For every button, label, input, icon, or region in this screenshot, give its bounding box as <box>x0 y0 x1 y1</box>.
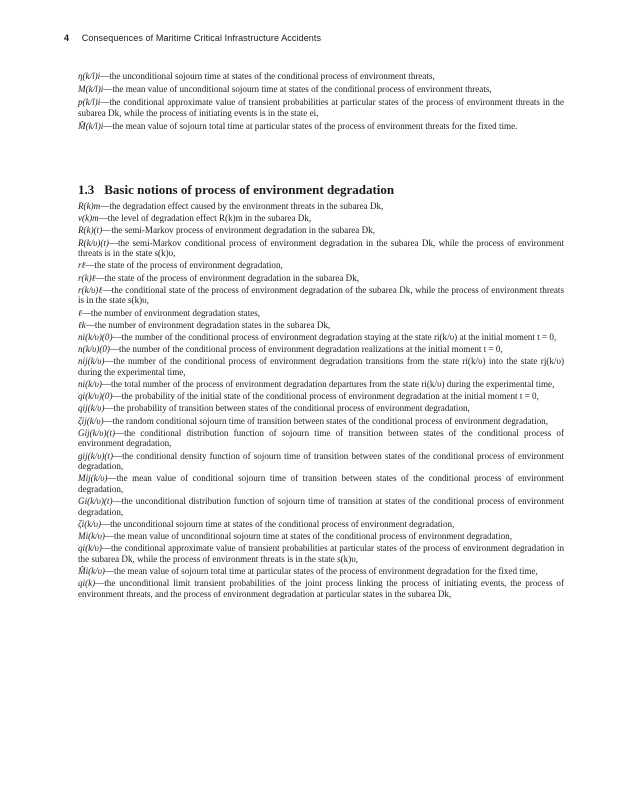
definition-text: —the number of environment degradation states, <box>81 307 261 318</box>
section-number: 1.3 <box>78 182 95 197</box>
definition-symbol: M̂(k/l)i <box>78 120 104 131</box>
definition-symbol: R(k)m <box>78 201 101 211</box>
definition-symbol: n(k/υ)(0) <box>78 344 110 355</box>
definition-text: —the unconditional limit transient probabilities of the joint process linking the process of initiating events, the process of environment threats, and the process of environment degradation at particular states in the subarea Dk, <box>78 578 564 599</box>
definition-symbol: Gi(k/υ)(t) <box>78 496 113 507</box>
definition-entry <box>78 332 564 343</box>
running-title: Consequences of Maritime Critical Infrastructure Accidents <box>81 33 322 43</box>
definition-symbol: r(k/υ)ℓ <box>78 284 103 295</box>
definition-symbol: rℓ <box>78 260 86 271</box>
definition-entry <box>78 225 564 236</box>
definition-text: —the mean value of unconditional sojourn time at states of the conditional process of environment degradation, <box>104 531 512 542</box>
definition-entry <box>78 97 564 118</box>
definition-entry <box>78 201 564 212</box>
definition-symbol: ζij(k/υ) <box>78 415 104 426</box>
definition-text: —the degradation effect caused by the environment threats in the subarea Dk, <box>100 201 384 211</box>
definition-text: —the mean value of sojourn total time at particular states of the process of environment threats for the fixed time. <box>103 120 518 131</box>
definition-entry <box>78 213 564 224</box>
definition-text: —the conditional distribution function of sojourn time of transition between states of the conditional process of environment degradation, <box>78 427 564 449</box>
definition-text: —the semi-Markov conditional process of environment degradation in the subarea Dk, while the process of environment threats is in the state s(k)υ, <box>78 237 564 259</box>
definition-entry <box>78 578 564 599</box>
definition-entry <box>78 531 564 542</box>
definition-entry <box>78 473 564 494</box>
definition-text: —the state of the process of environment degradation in the subarea Dk, <box>95 272 360 283</box>
definition-symbol: ni(k/υ)(0) <box>78 331 113 342</box>
definition-entry <box>78 121 564 132</box>
definition-text: —the state of the process of environment degradation, <box>85 260 283 271</box>
definition-symbol: ζi(k/υ) <box>78 518 102 529</box>
definition-text: —the number of the conditional process of environment degradation transitions from the state ri(k/υ) into the state rj(k/υ) during the experimental time, <box>78 356 564 377</box>
definition-text: —the mean value of sojourn total time at particular states of the process of environment degradation for the fixed time, <box>104 566 538 577</box>
definition-entry <box>78 416 564 427</box>
definition-text: —the number of the conditional process of environment degradation staying at the state ri(k/υ) at the initial moment t = 0, <box>112 331 557 342</box>
definition-symbol: η(k/l)i <box>78 71 101 81</box>
definition-text: —the probability of transition between states of the conditional process of environment degradation, <box>104 403 470 414</box>
definition-text: —the probability of the initial state of the conditional process of environment degradation at the initial moment t = 0, <box>112 391 539 402</box>
definition-symbol: ni(k/υ) <box>78 379 102 390</box>
definition-entry <box>78 260 564 271</box>
definition-symbol: ℓ <box>78 307 82 318</box>
definition-symbol: M(k/l)i <box>78 83 104 94</box>
definition-symbol: M̂i(k/υ) <box>78 566 105 577</box>
definition-text: —the random conditional sojourn time of transition between states of the conditional process of environment degradation, <box>103 415 549 426</box>
definition-text: —the unconditional sojourn time at states of the conditional process of environment threats, <box>100 71 435 81</box>
top-definition-list <box>78 71 564 134</box>
definition-symbol: R(k)(t) <box>78 225 103 236</box>
definition-text: —the level of degradation effect R(k)m in the subarea Dk, <box>98 213 312 224</box>
section-heading <box>78 182 564 198</box>
definition-text: —the number of environment degradation states in the subarea Dk, <box>85 319 331 330</box>
definition-text: —the total number of the process of environment degradation departures from the state ri(k/υ) during the experimental time, <box>101 379 555 390</box>
definition-text: —the unconditional sojourn time at states of the conditional process of environment degradation, <box>101 518 455 529</box>
definition-entry <box>78 84 564 95</box>
definition-entry <box>78 308 564 319</box>
definition-text: —the number of the conditional process of environment degradation realizations at the initial moment t = 0, <box>109 344 503 355</box>
definition-symbol: R(k/υ)(t) <box>78 237 109 248</box>
definition-symbol: gij(k/υ)(t) <box>78 450 113 461</box>
definition-text: —the conditional approximate value of transient probabilities at particular states of the process of environment degradation in the subarea Dk, while the process of environment threats is in the state s(k)υ, <box>78 543 564 564</box>
definition-symbol: ν(k)m <box>78 213 99 224</box>
definition-text: —the conditional state of the process of environment degradation of the subarea Dk, while the process of environment threats is in the state s(k)υ, <box>78 284 564 306</box>
definition-text: —the conditional approximate value of transient probabilities at particular states of the process of environment threats in the subarea Dk, while the process of initiating events is in the state ei, <box>78 96 564 118</box>
definition-symbol: qij(k/υ) <box>78 403 105 414</box>
definition-entry <box>78 496 564 517</box>
definition-symbol: qi(k) <box>78 578 96 589</box>
running-head <box>64 33 564 43</box>
definition-entry <box>78 519 564 530</box>
definition-entry <box>78 320 564 331</box>
definition-text: —the unconditional distribution function of sojourn time of transition at states of the conditional process of environment degradation, <box>78 496 564 517</box>
definition-symbol: r(k)ℓ <box>78 272 96 283</box>
definition-symbol: qi(k/υ)(0) <box>78 391 113 402</box>
definition-symbol: nij(k/υ) <box>78 356 105 367</box>
definition-text: —the mean value of unconditional sojourn time at states of the conditional process of environment threats, <box>103 83 492 94</box>
definition-entry <box>78 543 564 564</box>
definition-entry <box>78 285 564 306</box>
definition-entry <box>78 379 564 390</box>
definition-symbol: Mi(k/υ) <box>78 531 105 542</box>
definition-text: —the conditional density function of sojourn time of transition between states of the conditional process of environment degradation, <box>78 450 564 472</box>
definition-entry <box>78 71 564 82</box>
degradation-definition-list <box>78 201 564 601</box>
definition-entry <box>78 356 564 377</box>
definition-entry <box>78 566 564 577</box>
section-title: Basic notions of process of environment degradation <box>104 182 395 197</box>
definition-entry <box>78 391 564 402</box>
definition-entry <box>78 451 564 472</box>
definition-entry <box>78 273 564 284</box>
definition-text: —the semi-Markov process of environment degradation in the subarea Dk, <box>102 225 375 236</box>
definition-entry <box>78 344 564 355</box>
definition-text: —the mean value of conditional sojourn time of transition between states of the conditional process of environment degradation, <box>78 473 564 494</box>
page-number: 4 <box>64 33 70 43</box>
definition-symbol: ℓk <box>78 319 86 330</box>
definition-symbol: p(k/l)i <box>78 96 101 107</box>
definition-symbol: Mij(k/υ) <box>78 473 108 484</box>
definition-symbol: qi(k/υ) <box>78 543 102 554</box>
definition-entry <box>78 428 564 449</box>
definition-entry <box>78 403 564 414</box>
definition-entry <box>78 238 564 259</box>
definition-symbol: Gij(k/υ)(t) <box>78 427 115 438</box>
